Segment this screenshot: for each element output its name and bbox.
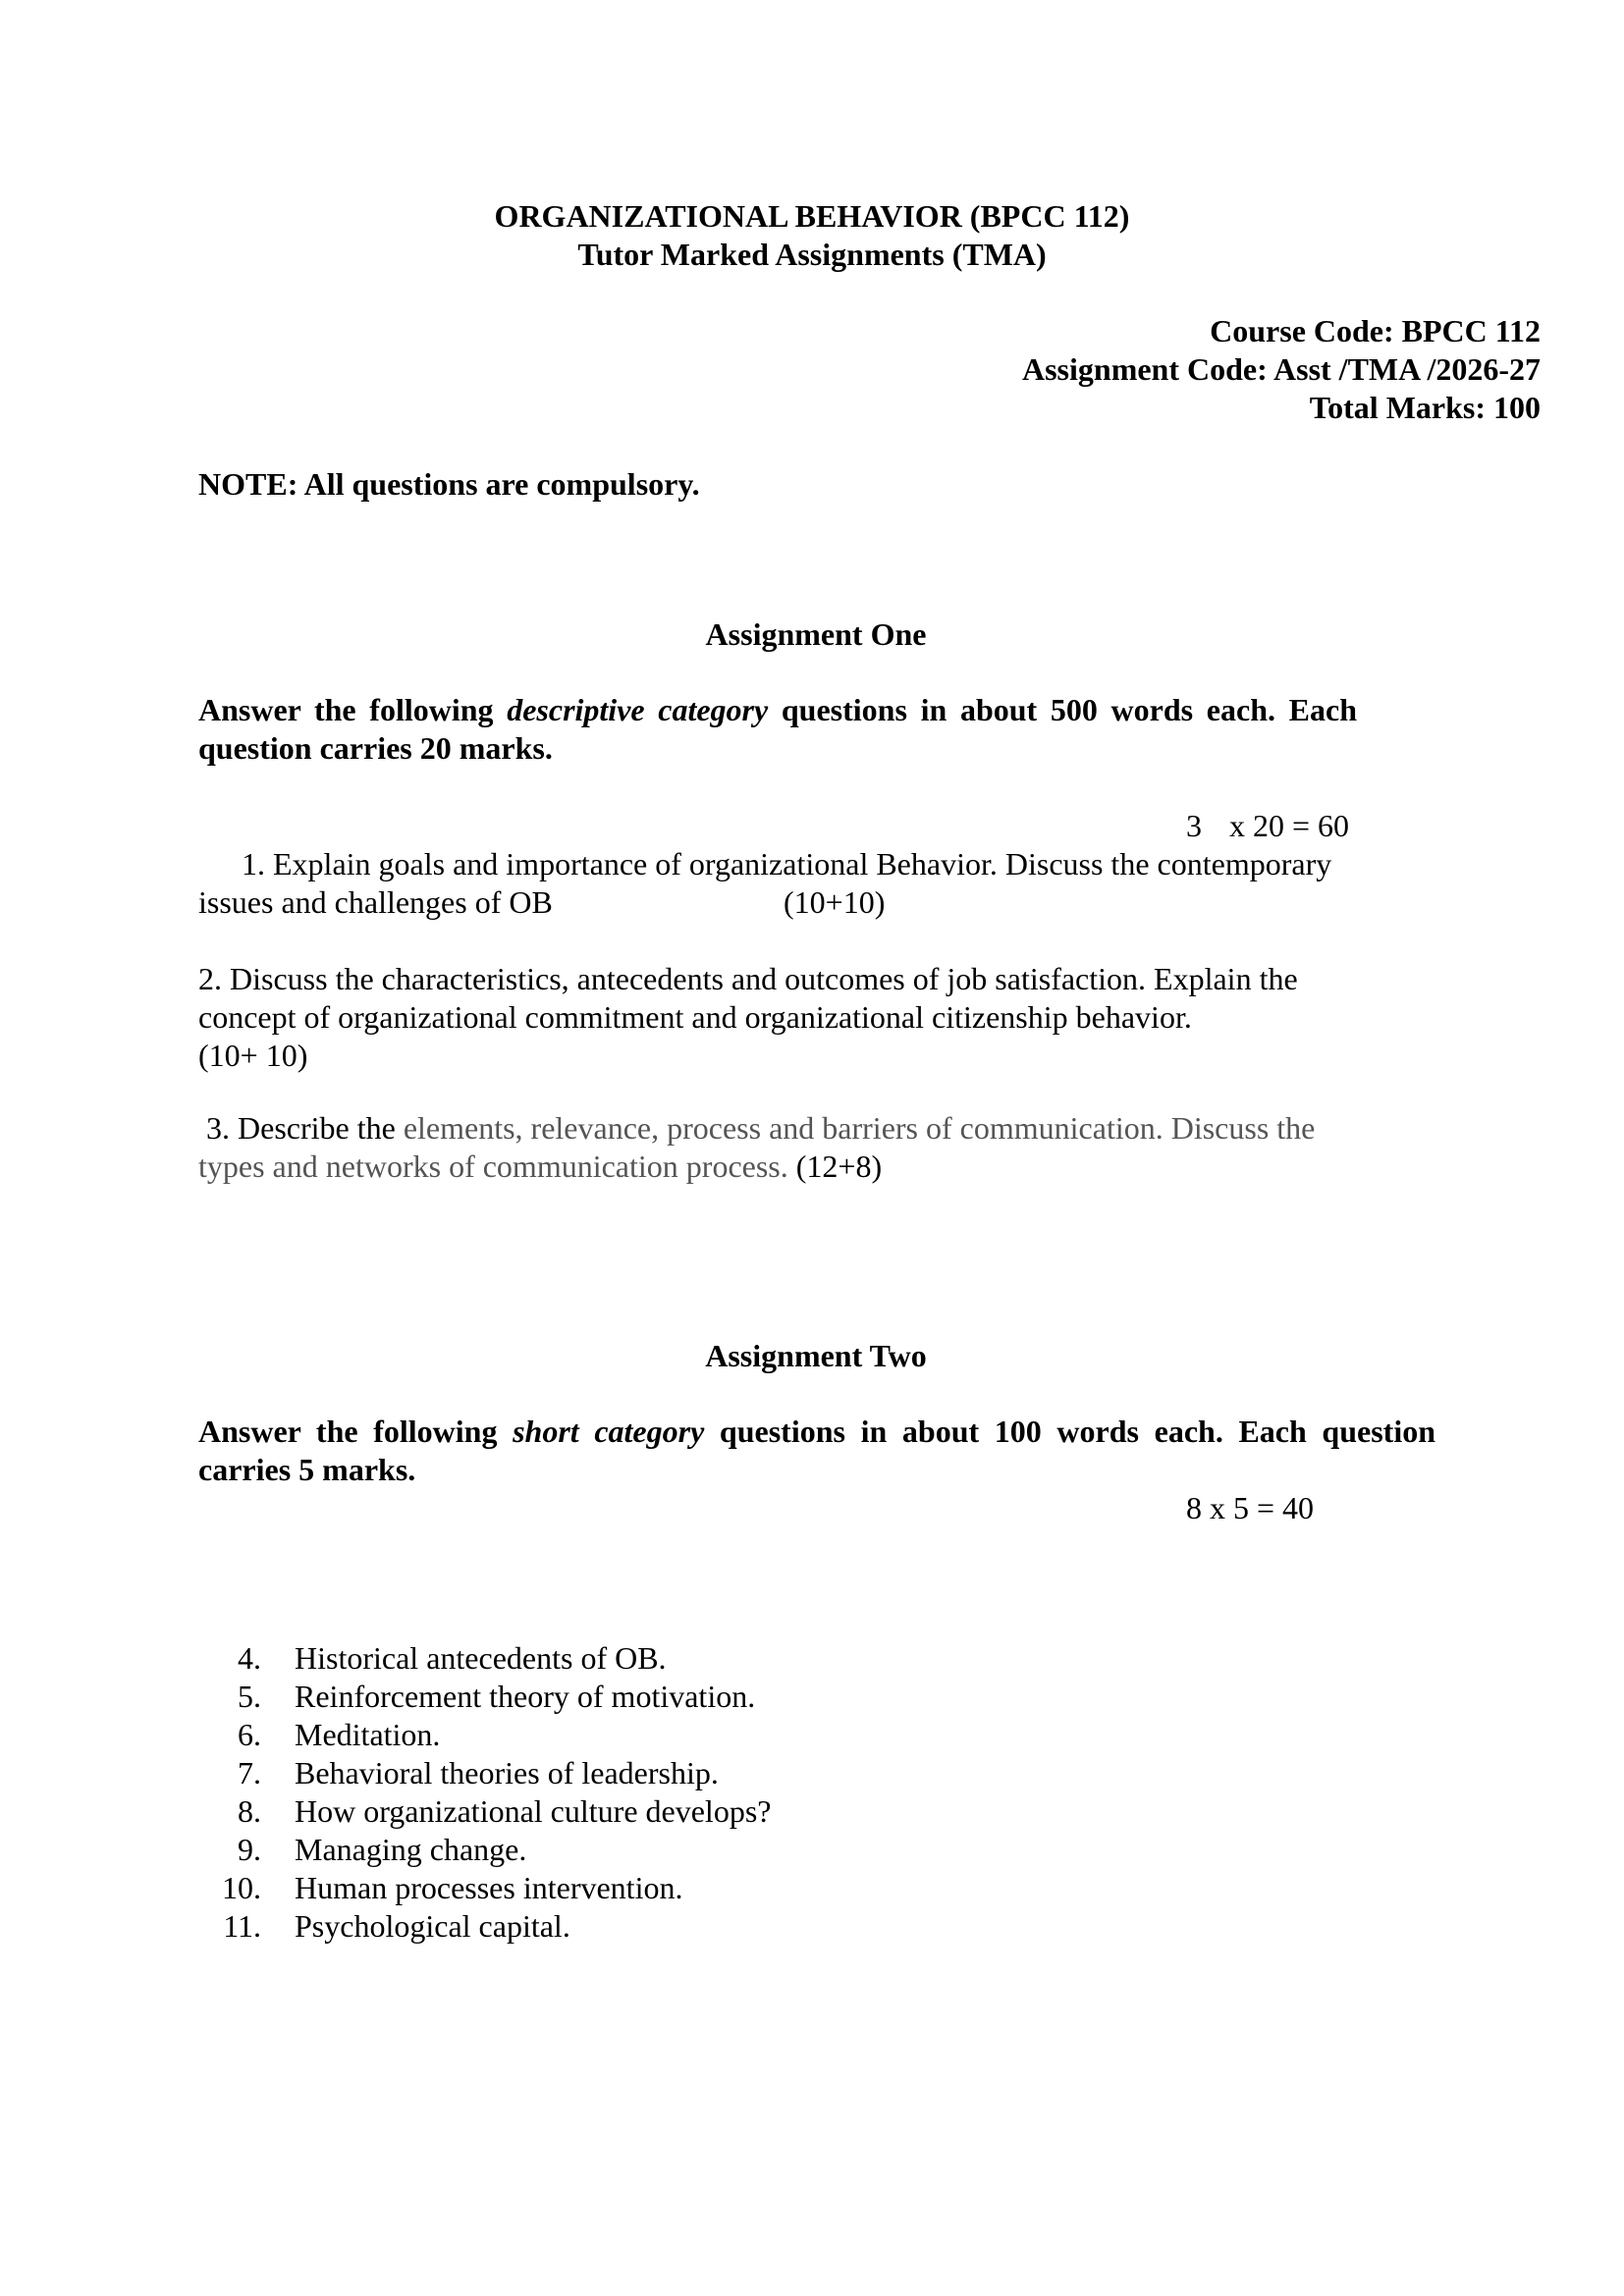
list-item-number: 6. xyxy=(238,1717,261,1752)
assignment-one-marks-formula: x 20 = 60 xyxy=(1229,808,1350,843)
course-code: Course Code: BPCC 112 xyxy=(1210,313,1541,348)
question-3-prefix: 3. Describe the xyxy=(206,1110,404,1146)
question-3-text: types and networks of communication process. xyxy=(198,1148,796,1184)
list-item-text: Behavioral theories of leadership. xyxy=(295,1755,719,1790)
list-item-number: 11. xyxy=(223,1908,261,1944)
assignment-one-heading: Assignment One xyxy=(705,616,927,652)
assignment-two-heading: Assignment Two xyxy=(705,1338,927,1373)
list-item-number: 9. xyxy=(238,1832,261,1867)
question-3-line1 xyxy=(206,1109,1315,1148)
assignment-two-instruction xyxy=(198,1413,1435,1451)
list-item-text: Historical antecedents of OB. xyxy=(295,1640,667,1676)
assignment-one-marks-count: 3 xyxy=(1186,808,1202,843)
question-1-line1: 1. Explain goals and importance of organizational Behavior. Discuss the contemporary xyxy=(242,846,1332,881)
instruction-emphasis: descriptive category xyxy=(507,692,769,727)
list-item-number: 4. xyxy=(238,1640,261,1676)
question-3-marks: (12+8) xyxy=(795,1148,883,1184)
list-item-text: Meditation. xyxy=(295,1717,441,1752)
assignment-code: Assignment Code: Asst /TMA /2026-27 xyxy=(1021,351,1541,387)
list-item-number: 7. xyxy=(238,1755,261,1790)
assignment-two-instruction-line2: carries 5 marks. xyxy=(198,1452,416,1487)
list-item-text: Reinforcement theory of motivation. xyxy=(295,1679,756,1714)
list-item-number: 5. xyxy=(238,1679,261,1714)
question-2-line1: 2. Discuss the characteristics, antecedents and outcomes of job satisfaction. Explain the xyxy=(198,961,1298,996)
total-marks: Total Marks: 100 xyxy=(1309,390,1541,425)
document-subtitle: Tutor Marked Assignments (TMA) xyxy=(577,237,1047,272)
question-2-marks: (10+ 10) xyxy=(198,1038,308,1073)
instruction-text: questions in about 500 words each. Each xyxy=(768,692,1358,727)
instruction-text: Answer the following xyxy=(198,692,508,727)
list-item-number: 8. xyxy=(238,1793,261,1829)
instruction-emphasis: short category xyxy=(513,1414,705,1449)
assignment-one-instruction-line2: question carries 20 marks. xyxy=(198,730,553,766)
document-title: ORGANIZATIONAL BEHAVIOR (BPCC 112) xyxy=(494,198,1130,234)
list-item-text: Managing change. xyxy=(295,1832,527,1867)
question-3-text: elements, relevance, process and barriers of communication. Discuss the xyxy=(403,1110,1316,1146)
assignment-two-marks-formula: 8 x 5 = 40 xyxy=(1186,1490,1315,1525)
question-2-line2: concept of organizational commitment and organizational citizenship behavior. xyxy=(198,999,1192,1035)
list-item-text: Human processes intervention. xyxy=(295,1870,683,1905)
instruction-text: questions in about 100 words each. Each question xyxy=(704,1414,1436,1449)
assignment-one-instruction xyxy=(198,691,1357,729)
list-item-text: How organizational culture develops? xyxy=(295,1793,772,1829)
instruction-text: Answer the following xyxy=(198,1414,514,1449)
short-questions-list xyxy=(198,1639,1180,1963)
question-1-marks: (10+10) xyxy=(784,884,886,920)
question-3-line2 xyxy=(198,1148,882,1186)
list-item-number: 10. xyxy=(222,1870,261,1905)
note: NOTE: All questions are compulsory. xyxy=(198,466,700,502)
question-1-line2: issues and challenges of OB xyxy=(198,884,553,920)
list-item-text: Psychological capital. xyxy=(295,1908,570,1944)
